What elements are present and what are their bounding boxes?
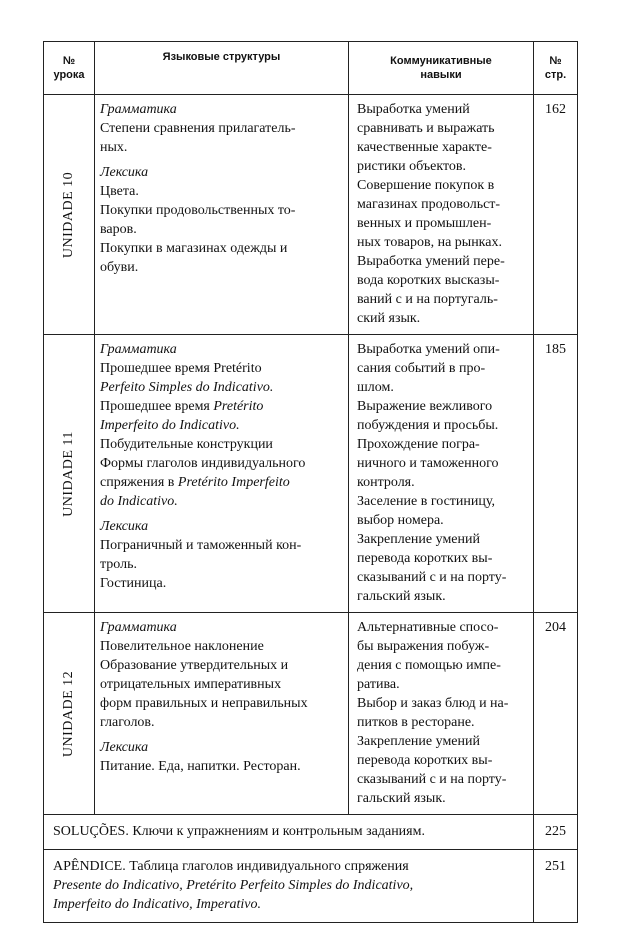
- unit-10-page: 162: [534, 95, 578, 335]
- grammar-term: Pretérito Imperfeito: [177, 475, 290, 490]
- lexis-title: Лексика: [100, 519, 149, 534]
- skills-line: Выражение вежливого: [357, 399, 493, 414]
- apendice-page: 251: [534, 850, 578, 923]
- lexis-line: обуви.: [100, 260, 139, 275]
- skills-line: Выбор и заказ блюд и на-: [357, 696, 509, 711]
- apendice-line: Presente do Indicativo, Pretérito Perfeito Simples do Indicativo,: [53, 878, 414, 893]
- contents-page: [43, 41, 577, 923]
- skills-line: питков в ресторане.: [357, 715, 475, 730]
- skills-line: качественные характе-: [357, 140, 492, 155]
- grammar-line: Imperfeito do Indicativo.: [100, 418, 240, 433]
- skills-line: сравнивать и выражать: [357, 121, 495, 136]
- grammar-line: отрицательных императивных: [100, 677, 282, 692]
- skills-line: побуждения и просьбы.: [357, 418, 499, 433]
- grammar-title: Грамматика: [100, 620, 177, 635]
- unit-12-grammar: [100, 618, 342, 732]
- grammar-line: Степени сравнения прилагатель-: [100, 121, 296, 136]
- grammar-line: глаголов.: [100, 715, 155, 730]
- skills-line: ратива.: [357, 677, 400, 692]
- lexis-line: Гостиница.: [100, 576, 167, 591]
- skills-line: Выработка умений опи-: [357, 342, 500, 357]
- contents-table: [43, 41, 578, 923]
- skills-line: магазинах продовольст-: [357, 197, 501, 212]
- skills-line: дения с помощью импе-: [357, 658, 501, 673]
- header-row: [44, 42, 578, 95]
- header-lesson-no: [44, 42, 95, 95]
- skills-line: бы выражения побуж-: [357, 639, 490, 654]
- skills-line: Выработка умений: [357, 102, 470, 117]
- solucoes-text: SOLUÇÕES. Ключи к упражнениям и контрольным заданиям.: [44, 815, 534, 850]
- grammar-line: [100, 397, 342, 416]
- skills-line: гальский язык.: [357, 589, 446, 604]
- unit-11-label-cell: [44, 335, 95, 613]
- lexis-line: троль.: [100, 557, 137, 572]
- skills-line: шлом.: [357, 380, 394, 395]
- grammar-line: Повелительное наклонение: [100, 639, 264, 654]
- skills-line: ничного и таможенного: [357, 456, 499, 471]
- skills-line: вода коротких высказы-: [357, 273, 500, 288]
- grammar-title: Грамматика: [100, 342, 177, 357]
- skills-line: выбор номера.: [357, 513, 444, 528]
- skills-line: Выработка умений пере-: [357, 254, 505, 269]
- unit-12-label: UNIDADE 12: [61, 670, 76, 757]
- skills-line: Заселение в гостиницу,: [357, 494, 495, 509]
- unit-10-label: UNIDADE 10: [61, 171, 76, 258]
- skills-line: сказываний с и на порту-: [357, 772, 507, 787]
- grammar-text: Прошедшее время: [100, 361, 214, 376]
- grammar-line: Образование утвердительных и: [100, 658, 289, 673]
- skills-line: Альтернативные спосо-: [357, 620, 499, 635]
- grammar-line: Формы глаголов индивидуального: [100, 456, 306, 471]
- unit-11-label: UNIDADE 11: [61, 430, 76, 517]
- solucoes-page: 225: [534, 815, 578, 850]
- grammar-line: Побудительные конструкции: [100, 437, 273, 452]
- skills-line: Прохождение погра-: [357, 437, 480, 452]
- unit-row-12: [44, 613, 578, 815]
- skills-line: Закрепление умений: [357, 532, 480, 547]
- unit-12-skills: [349, 613, 534, 815]
- unit-10-label-cell: [44, 95, 95, 335]
- skills-line: Совершение покупок в: [357, 178, 495, 193]
- header-page-no: [534, 42, 578, 95]
- unit-12-label-cell: [44, 613, 95, 815]
- solucoes-row: [44, 815, 578, 850]
- unit-11-structures: [95, 335, 349, 613]
- lexis-title: Лексика: [100, 740, 149, 755]
- grammar-line: Perfeito Simples do Indicativo.: [100, 380, 274, 395]
- lexis-line: Пограничный и таможенный кон-: [100, 538, 302, 553]
- unit-12-lexis: [100, 738, 342, 776]
- skills-line: ваний с и на португаль-: [357, 292, 498, 307]
- grammar-term: Pretérito: [213, 361, 262, 376]
- header-skills-line2: навыки: [420, 69, 462, 81]
- header-skills: [349, 42, 534, 95]
- grammar-text: Прошедшее время: [100, 399, 214, 414]
- apendice-cell: [44, 850, 534, 923]
- unit-10-lexis: [100, 163, 342, 277]
- grammar-title: Грамматика: [100, 102, 177, 117]
- skills-line: сказываний с и на порту-: [357, 570, 507, 585]
- header-page-no-line1: №: [549, 55, 562, 67]
- skills-line: перевода коротких вы-: [357, 551, 493, 566]
- unit-11-page: 185: [534, 335, 578, 613]
- apendice-title: APÊNDICE. Таблица глаголов индивидуального спряжения: [53, 859, 409, 874]
- header-skills-line1: Коммуникативные: [390, 55, 492, 67]
- header-lesson-no-line1: №: [62, 55, 76, 67]
- grammar-line: [100, 473, 342, 492]
- skills-line: ных товаров, на рынках.: [357, 235, 502, 250]
- lexis-line: Покупки в магазинах одежды и: [100, 241, 288, 256]
- lexis-line: варов.: [100, 222, 137, 237]
- skills-line: перевода коротких вы-: [357, 753, 493, 768]
- grammar-line: ных.: [100, 140, 128, 155]
- unit-10-skills: [349, 95, 534, 335]
- unit-10-structures: [95, 95, 349, 335]
- unit-12-page: 204: [534, 613, 578, 815]
- skills-line: сания событий в про-: [357, 361, 486, 376]
- unit-10-grammar: [100, 100, 342, 157]
- skills-line: контроля.: [357, 475, 415, 490]
- skills-line: Закрепление умений: [357, 734, 480, 749]
- skills-line: гальский язык.: [357, 791, 446, 806]
- grammar-term: Pretérito: [213, 399, 264, 414]
- grammar-text: спряжения в: [100, 475, 178, 490]
- unit-row-10: [44, 95, 578, 335]
- header-page-no-line2: стр.: [544, 69, 567, 81]
- grammar-line: do Indicativo.: [100, 494, 178, 509]
- apendice-row: [44, 850, 578, 923]
- unit-row-11: [44, 335, 578, 613]
- header-structures-text: Языковые структуры: [162, 51, 281, 63]
- lexis-line: Покупки продовольственных то-: [100, 203, 296, 218]
- unit-11-skills: [349, 335, 534, 613]
- apendice-line: Imperfeito do Indicativo, Imperativo.: [53, 897, 262, 912]
- header-structures: [95, 42, 349, 95]
- lexis-line: Питание. Еда, напитки. Ресторан.: [100, 759, 301, 774]
- header-lesson-no-line2: урока: [53, 69, 85, 81]
- unit-12-structures: [95, 613, 349, 815]
- unit-11-lexis: [100, 517, 342, 593]
- skills-line: ристики объектов.: [357, 159, 466, 174]
- grammar-line: [100, 359, 342, 378]
- grammar-line: форм правильных и неправильных: [100, 696, 308, 711]
- unit-11-grammar: [100, 340, 342, 511]
- lexis-title: Лексика: [100, 165, 149, 180]
- lexis-line: Цвета.: [100, 184, 139, 199]
- skills-line: венных и промышлен-: [357, 216, 492, 231]
- skills-line: ский язык.: [357, 311, 421, 326]
